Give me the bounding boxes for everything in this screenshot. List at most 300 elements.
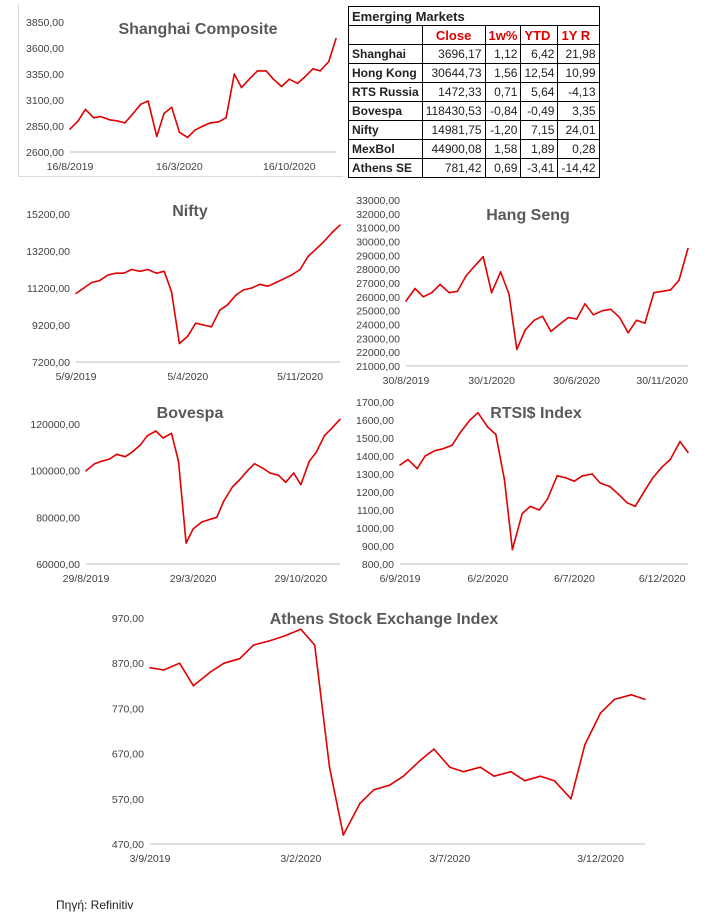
shanghai-data-point <box>109 119 111 121</box>
nifty-data-point <box>147 269 149 271</box>
shanghai-data-point <box>218 121 220 123</box>
shanghai-series-line <box>70 39 336 138</box>
rts-y-tick-label: 900,00 <box>361 541 394 553</box>
shanghai-data-point <box>319 70 321 72</box>
rts-data-point <box>669 459 671 461</box>
rts-data-point <box>521 513 523 515</box>
hangseng-x-tick-label: 30/6/2020 <box>553 375 601 387</box>
shanghai-data-point <box>100 116 102 118</box>
hangseng-data-point <box>431 292 433 294</box>
athens-data-point <box>419 760 421 762</box>
shanghai-data-point <box>225 117 227 119</box>
hangseng-data-point <box>516 349 518 351</box>
shanghai-title: Shanghai Composite <box>118 21 278 38</box>
w1-value: -1,20 <box>485 121 521 140</box>
athens-chart-svg <box>100 604 660 870</box>
bovespa-data-point <box>185 542 187 544</box>
athens-y-tick-label: 570,00 <box>111 793 144 806</box>
nifty-data-point <box>99 280 101 282</box>
rts-y-tick-label: 1100,00 <box>356 505 394 517</box>
ytd-value: 7,15 <box>521 121 558 140</box>
bovespa-data-point <box>269 472 271 474</box>
nifty-data-point <box>235 295 237 297</box>
athens-data-point <box>209 671 211 673</box>
nifty-x-tick-label: 5/11/2020 <box>277 371 324 383</box>
hangseng-data-point <box>500 271 502 273</box>
athens-data-point <box>373 789 375 791</box>
nifty-data-point <box>339 224 341 226</box>
hangseng-y-tick-label: 25000,00 <box>356 305 400 318</box>
nifty-data-point <box>211 326 213 328</box>
hangseng-data-point <box>491 292 493 294</box>
w1-value: 0,71 <box>485 83 521 102</box>
shanghai-data-point <box>77 120 79 122</box>
y1-value: -14,42 <box>558 159 599 178</box>
shanghai-y-tick-label: 3850,00 <box>26 17 64 29</box>
athens-data-point <box>449 766 451 768</box>
nifty-data-point <box>187 335 189 337</box>
bovespa-data-point <box>262 468 264 470</box>
rts-data-point <box>634 506 636 508</box>
hangseng-x-tick-label: 30/1/2020 <box>468 375 515 387</box>
shanghai-data-point <box>69 128 71 130</box>
bovespa-data-point <box>124 456 126 458</box>
hangseng-x-tick-label: 30/11/2020 <box>636 375 689 387</box>
shanghai-data-point <box>335 38 337 40</box>
ytd-value: 6,42 <box>521 45 558 64</box>
hangseng-data-point <box>687 248 689 250</box>
hangseng-data-point <box>405 300 407 302</box>
rts-data-point <box>617 493 619 495</box>
nifty-data-point <box>267 285 269 287</box>
hangseng-data-point <box>644 322 646 324</box>
nifty-data-point <box>259 284 261 286</box>
rts-chart-svg <box>356 398 696 588</box>
hangseng-y-tick-label: 21000,00 <box>356 361 400 373</box>
shanghai-y-tick-label: 3100,00 <box>26 95 64 107</box>
header-ytd: YTD <box>521 26 558 45</box>
w1-value: -0,84 <box>485 102 521 121</box>
nifty-title: Nifty <box>172 203 208 220</box>
close-value: 118430,53 <box>422 102 485 121</box>
athens-data-point <box>600 712 602 714</box>
rts-y-tick-label: 1200,00 <box>356 487 394 499</box>
rts-data-point <box>599 482 601 484</box>
rts-data-point <box>416 468 418 470</box>
bovespa-data-point <box>147 435 149 437</box>
ytd-value: -0,49 <box>521 102 558 121</box>
hangseng-data-point <box>542 315 544 317</box>
shanghai-data-point <box>124 122 126 124</box>
shanghai-data-point <box>281 86 283 88</box>
rts-data-point <box>487 426 489 428</box>
athens-x-tick-label: 3/12/2020 <box>577 853 624 865</box>
rts-data-point <box>652 477 654 479</box>
athens-x-tick-label: 3/9/2019 <box>129 853 171 865</box>
close-value: 44900,08 <box>422 140 485 159</box>
rts-data-point <box>495 434 497 436</box>
athens-series-line <box>150 629 645 835</box>
rts-x-tick-label: 6/2/2020 <box>467 573 509 585</box>
y1-value: 24,01 <box>558 121 599 140</box>
nifty-data-point <box>203 324 205 326</box>
athens-title: Athens Stock Exchange Index <box>269 611 499 628</box>
rts-data-point <box>564 477 566 479</box>
hangseng-data-point <box>627 332 629 334</box>
hangseng-data-point <box>593 314 595 316</box>
athens-y-tick-label: 470,00 <box>111 839 144 851</box>
shanghai-data-point <box>234 73 236 75</box>
close-value: 14981,75 <box>422 121 485 140</box>
rts-data-point <box>424 455 426 457</box>
nifty-x-tick-label: 5/9/2019 <box>55 371 97 383</box>
shanghai-data-point <box>93 117 95 119</box>
bovespa-data-point <box>116 454 118 456</box>
rts-data-point <box>626 502 628 504</box>
emerging-markets-table <box>348 6 600 178</box>
athens-data-point <box>630 694 632 696</box>
hangseng-y-tick-label: 26000,00 <box>356 291 400 304</box>
table-body <box>349 45 600 178</box>
bovespa-data-point <box>192 528 194 530</box>
athens-data-point <box>359 803 361 805</box>
athens-data-point <box>283 635 285 637</box>
athens-data-point <box>524 780 526 782</box>
bovespa-y-tick-label: 120000,00 <box>30 419 80 431</box>
y1-value: 21,98 <box>558 45 599 64</box>
table-row <box>349 64 600 83</box>
hangseng-data-point <box>559 324 561 326</box>
header-1w: 1w% <box>485 26 521 45</box>
bovespa-data-point <box>132 451 134 453</box>
shanghai-data-point <box>187 137 189 139</box>
athens-data-point <box>463 771 465 773</box>
hangseng-data-point <box>678 279 680 281</box>
bovespa-data-point <box>324 435 326 437</box>
bovespa-x-tick-label: 29/8/2019 <box>62 573 110 585</box>
athens-data-point <box>644 699 646 701</box>
shanghai-y-tick-label: 2600,00 <box>26 147 64 159</box>
athens-data-point <box>403 775 405 777</box>
rts-data-point <box>547 498 549 500</box>
hangseng-data-point <box>568 317 570 319</box>
athens-data-point <box>149 667 151 669</box>
table-row <box>349 45 600 64</box>
nifty-data-point <box>251 287 253 289</box>
ytd-value: 12,54 <box>521 64 558 83</box>
bovespa-data-point <box>339 419 341 421</box>
rts-data-point <box>407 459 409 461</box>
hangseng-data-point <box>439 284 441 286</box>
hangseng-data-point <box>662 291 664 293</box>
y1-value: -4,13 <box>558 83 599 102</box>
athens-x-tick-label: 3/2/2020 <box>280 853 322 865</box>
athens-y-tick-label: 870,00 <box>111 658 144 671</box>
bovespa-data-point <box>247 470 249 472</box>
bovespa-data-point <box>162 437 164 439</box>
nifty-data-point <box>75 293 77 295</box>
rts-data-point <box>504 479 506 481</box>
shanghai-y-tick-label: 3350,00 <box>26 69 64 81</box>
shanghai-data-point <box>131 114 133 116</box>
hangseng-data-point <box>610 309 612 311</box>
shanghai-data-point <box>179 131 181 133</box>
rts-data-point <box>609 486 611 488</box>
athens-data-point <box>433 748 435 750</box>
table-row <box>349 102 600 121</box>
hangseng-data-point <box>482 256 484 258</box>
hangseng-y-tick-label: 30000,00 <box>356 236 400 249</box>
nifty-x-tick-label: 5/4/2020 <box>167 371 209 383</box>
y1-value: 3,35 <box>558 102 599 121</box>
shanghai-data-point <box>297 83 299 85</box>
hangseng-y-tick-label: 24000,00 <box>356 319 400 332</box>
nifty-y-tick-label: 9200,00 <box>32 320 70 332</box>
nifty-data-point <box>323 241 325 243</box>
rts-data-point <box>442 448 444 450</box>
rts-y-tick-label: 1400,00 <box>356 451 394 463</box>
nifty-data-point <box>291 274 293 276</box>
nifty-data-point <box>243 289 245 291</box>
row-name: Shanghai <box>349 45 423 64</box>
nifty-y-tick-label: 11200,00 <box>26 283 70 295</box>
w1-value: 1,12 <box>485 45 521 64</box>
close-value: 30644,73 <box>422 64 485 83</box>
shanghai-x-tick-label: 16/8/2019 <box>46 161 94 173</box>
athens-y-tick-label: 770,00 <box>111 703 144 716</box>
hangseng-data-point <box>636 320 638 322</box>
athens-y-tick-label: 670,00 <box>111 748 144 761</box>
rts-series-line <box>400 413 688 550</box>
bovespa-data-point <box>171 433 173 435</box>
chart-bovespa <box>10 398 350 588</box>
bovespa-data-point <box>293 472 295 474</box>
rts-data-point <box>459 432 461 434</box>
hangseng-data-point <box>653 292 655 294</box>
shanghai-data-point <box>273 78 275 80</box>
nifty-data-point <box>227 304 229 306</box>
athens-data-point <box>163 669 165 671</box>
nifty-data-point <box>283 278 285 280</box>
hangseng-data-point <box>423 296 425 298</box>
rts-y-tick-label: 1300,00 <box>356 469 394 481</box>
shanghai-data-point <box>312 68 314 70</box>
nifty-data-point <box>156 272 158 274</box>
shanghai-data-point <box>163 113 165 115</box>
ytd-value: 1,89 <box>521 140 558 159</box>
ytd-value: -3,41 <box>521 159 558 178</box>
bovespa-data-point <box>239 479 241 481</box>
shanghai-data-point <box>265 70 267 72</box>
chart-athens <box>100 604 660 870</box>
shanghai-data-point <box>140 103 142 105</box>
nifty-data-point <box>307 256 309 258</box>
nifty-data-point <box>275 282 277 284</box>
shanghai-data-point <box>249 77 251 79</box>
rts-data-point <box>529 506 531 508</box>
hangseng-data-point <box>448 292 450 294</box>
row-name: Bovespa <box>349 102 423 121</box>
row-name: RTS Russia <box>349 83 423 102</box>
rts-data-point <box>434 450 436 452</box>
bovespa-data-point <box>309 461 311 463</box>
bovespa-data-point <box>232 486 234 488</box>
close-value: 1472,33 <box>422 83 485 102</box>
nifty-data-point <box>139 271 141 273</box>
bovespa-data-point <box>201 521 203 523</box>
nifty-y-tick-label: 7200,00 <box>32 357 70 369</box>
nifty-data-point <box>331 232 333 234</box>
rts-data-point <box>477 412 479 414</box>
athens-data-point <box>584 744 586 746</box>
bovespa-data-point <box>254 463 256 465</box>
rts-data-point <box>512 549 514 551</box>
chart-rts <box>356 398 696 588</box>
nifty-data-point <box>91 282 93 284</box>
hangseng-title: Hang Seng <box>486 207 570 224</box>
nifty-chart-svg <box>10 196 350 388</box>
nifty-data-point <box>123 272 125 274</box>
header-1y: 1Y R <box>558 26 599 45</box>
bovespa-x-tick-label: 29/10/2020 <box>274 573 328 585</box>
athens-data-point <box>239 658 241 660</box>
bovespa-y-tick-label: 60000,00 <box>36 559 80 571</box>
bovespa-data-point <box>278 475 280 477</box>
hangseng-y-tick-label: 28000,00 <box>356 264 400 277</box>
shanghai-y-tick-label: 3600,00 <box>26 43 64 55</box>
w1-value: 1,58 <box>485 140 521 159</box>
nifty-data-point <box>299 269 301 271</box>
athens-data-point <box>493 775 495 777</box>
header-blank <box>349 26 423 45</box>
shanghai-data-point <box>328 61 330 63</box>
bovespa-series-line <box>86 419 340 543</box>
chart-nifty <box>10 196 350 388</box>
nifty-data-point <box>179 343 181 345</box>
shanghai-data-point <box>202 125 204 127</box>
hangseng-data-point <box>533 320 535 322</box>
rts-y-tick-label: 1600,00 <box>356 415 394 427</box>
bovespa-data-point <box>109 458 111 460</box>
rts-data-point <box>582 475 584 477</box>
hangseng-data-point <box>414 288 416 290</box>
rts-x-tick-label: 6/7/2020 <box>553 573 595 585</box>
bovespa-data-point <box>85 470 87 472</box>
row-name: Athens SE <box>349 159 423 178</box>
bovespa-data-point <box>208 519 210 521</box>
hangseng-data-point <box>474 266 476 268</box>
nifty-data-point <box>131 269 133 271</box>
bovespa-title: Bovespa <box>156 405 224 422</box>
hangseng-y-tick-label: 23000,00 <box>356 333 400 346</box>
ytd-value: 5,64 <box>521 83 558 102</box>
table-title: Emerging Markets <box>349 7 600 26</box>
rts-data-point <box>556 475 558 477</box>
athens-data-point <box>480 766 482 768</box>
row-name: MexBol <box>349 140 423 159</box>
bovespa-data-point <box>285 482 287 484</box>
athens-data-point <box>389 784 391 786</box>
close-value: 781,42 <box>422 159 485 178</box>
athens-x-tick-label: 3/7/2020 <box>429 853 471 865</box>
hangseng-data-point <box>457 291 459 293</box>
shanghai-x-tick-label: 16/10/2020 <box>262 161 316 173</box>
table-row <box>349 140 600 159</box>
table-row <box>349 83 600 102</box>
hangseng-chart-svg <box>356 196 696 388</box>
y1-value: 0,28 <box>558 140 599 159</box>
athens-data-point <box>343 834 345 836</box>
nifty-data-point <box>115 272 117 274</box>
bovespa-y-tick-label: 80000,00 <box>36 512 80 525</box>
athens-data-point <box>329 766 331 768</box>
row-name: Hong Kong <box>349 64 423 83</box>
shanghai-data-point <box>156 136 158 138</box>
y1-value: 10,99 <box>558 64 599 83</box>
bovespa-data-point <box>316 451 318 453</box>
bovespa-data-point <box>94 463 96 465</box>
hangseng-data-point <box>584 303 586 305</box>
nifty-data-point <box>315 248 317 250</box>
nifty-series-line <box>76 225 340 343</box>
athens-data-point <box>614 699 616 701</box>
table-row <box>349 121 600 140</box>
hangseng-y-tick-label: 22000,00 <box>356 347 400 360</box>
athens-data-point <box>270 640 272 642</box>
hangseng-y-tick-label: 31000,00 <box>356 222 400 235</box>
rts-data-point <box>687 452 689 454</box>
hangseng-x-tick-label: 30/8/2019 <box>382 375 430 387</box>
rts-y-tick-label: 1700,00 <box>356 397 394 409</box>
w1-value: 0,69 <box>485 159 521 178</box>
athens-data-point <box>253 644 255 646</box>
w1-value: 1,56 <box>485 64 521 83</box>
shanghai-data-point <box>289 78 291 80</box>
bovespa-data-point <box>300 484 302 486</box>
athens-data-point <box>510 771 512 773</box>
rts-data-point <box>574 480 576 482</box>
shanghai-data-point <box>209 122 211 124</box>
shanghai-data-point <box>304 76 306 78</box>
rts-data-point <box>661 466 663 468</box>
bovespa-y-tick-label: 100000,00 <box>30 465 80 478</box>
nifty-data-point <box>195 322 197 324</box>
rts-title: RTSI$ Index <box>490 405 582 422</box>
hangseng-data-point <box>670 289 672 291</box>
bovespa-data-point <box>216 517 218 519</box>
hangseng-data-point <box>602 310 604 312</box>
athens-data-point <box>300 629 302 631</box>
hangseng-series-line <box>406 248 688 349</box>
athens-data-point <box>570 798 572 800</box>
nifty-data-point <box>83 287 85 289</box>
hangseng-data-point <box>619 317 621 319</box>
shanghai-data-point <box>147 100 149 102</box>
hangseng-y-tick-label: 33000,00 <box>356 195 400 207</box>
athens-data-point <box>179 662 181 664</box>
bovespa-data-point <box>223 500 225 502</box>
hangseng-data-point <box>465 275 467 277</box>
shanghai-data-point <box>257 70 259 72</box>
nifty-y-tick-label: 13200,00 <box>26 246 70 258</box>
table-title-row <box>349 7 600 26</box>
shanghai-data-point <box>116 120 118 122</box>
bovespa-chart-svg <box>10 398 350 588</box>
rts-data-point <box>644 489 646 491</box>
rts-data-point <box>539 509 541 511</box>
bovespa-data-point <box>140 444 142 446</box>
rts-y-tick-label: 1000,00 <box>356 523 394 535</box>
